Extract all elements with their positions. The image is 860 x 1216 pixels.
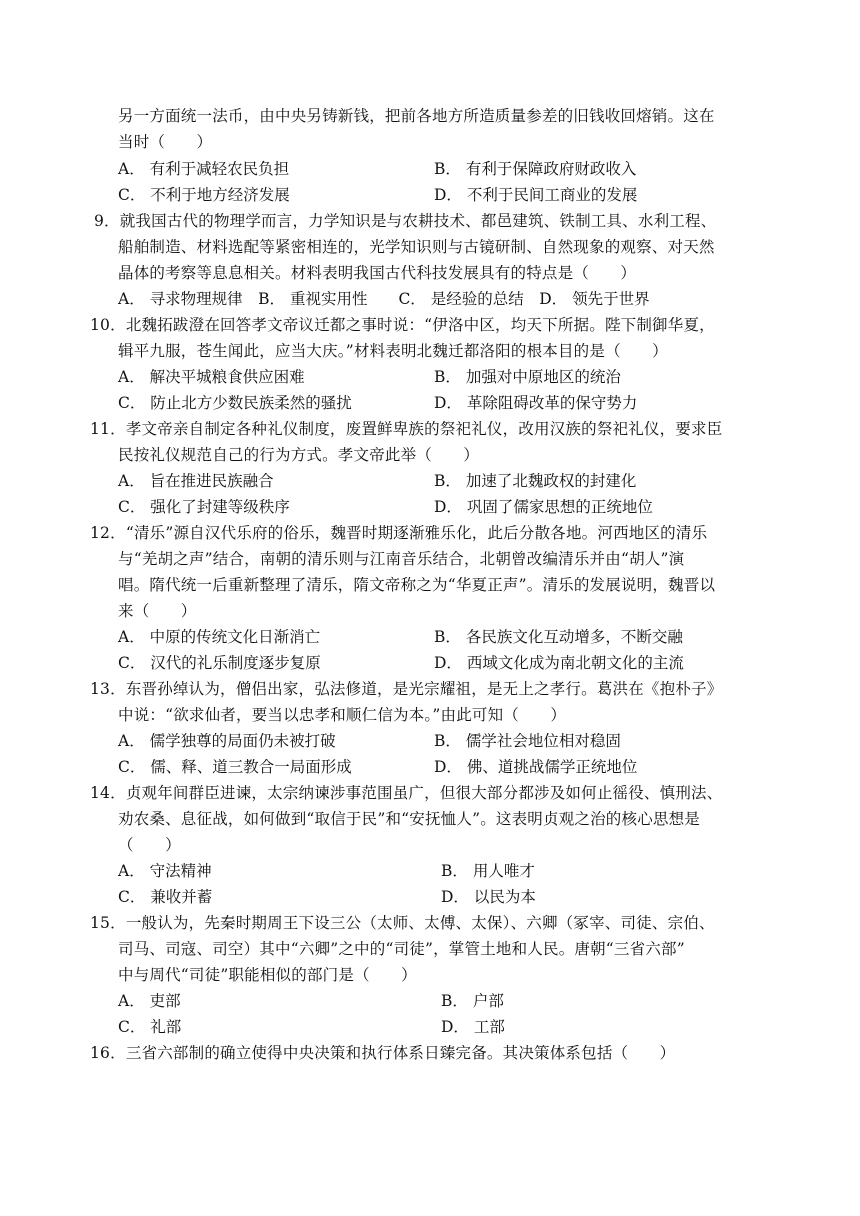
question-13-line-2: 中说：“欲求仙者，要当以忠孝和顺仁信为本。”由此可知（ ） bbox=[118, 706, 567, 724]
question-14-line-2: 劝农桑、息征战，如何做到“取信于民”和“安抚恤人”。这表明贞观之治的核心思想是 bbox=[118, 810, 700, 828]
question-8-line-1: 另一方面统一法币，由中央另铸新钱，把前各地方所造质量参差的旧钱收回熔销。这在 bbox=[118, 107, 715, 125]
question-12-line-3: 唱。隋代统一后重新整理了清乐，隋文帝称之为“华夏正声”。清乐的发展说明，魏晋以 bbox=[118, 576, 716, 594]
question-11-line-1: 11．孝文帝亲自制定各种礼仪制度，废置鲜卑族的祭祀礼仪，改用汉族的祭祀礼仪，要求臣 bbox=[90, 420, 723, 438]
question-10-option-c: C． 防止北方少数民族柔然的骚扰 bbox=[118, 394, 352, 412]
question-8-line-2: 当时（ ） bbox=[118, 133, 213, 151]
question-12-option-a: A． 中原的传统文化日渐消亡 bbox=[118, 628, 321, 646]
question-8-option-b: B． 有利于保障政府财政收入 bbox=[434, 160, 637, 178]
question-11-option-b: B． 加速了北魏政权的封建化 bbox=[434, 472, 637, 490]
question-14-option-a: A． 守法精神 bbox=[118, 862, 212, 880]
question-10-option-a: A． 解决平城粮食供应困难 bbox=[118, 368, 305, 386]
question-8-option-d: D． 不利于民间工商业的发展 bbox=[434, 186, 638, 204]
question-12-option-d: D． 西域文化成为南北朝文化的主流 bbox=[434, 654, 684, 672]
question-14-option-c: C． 兼收并蓄 bbox=[118, 888, 213, 906]
question-14-option-d: D． 以民为本 bbox=[441, 888, 536, 906]
question-10-option-d: D． 革除阻碍改革的保守势力 bbox=[434, 394, 638, 412]
question-12-option-b: B． 各民族文化互动增多，不断交融 bbox=[434, 628, 683, 646]
question-9-options: A． 寻求物理规律 B． 重视实用性 C． 是经验的总结 D． 领先于世界 bbox=[118, 290, 650, 308]
question-10-line-2: 辑平九服，苍生闻此，应当大庆。”材料表明北魏迁都洛阳的根本目的是（ ） bbox=[118, 342, 668, 360]
question-13-option-c: C． 儒、释、道三教合一局面形成 bbox=[118, 758, 352, 776]
question-12-line-4: 来（ ） bbox=[118, 602, 197, 620]
question-16-line-1: 16．三省六部制的确立使得中央决策和执行体系日臻完备。其决策体系包括（ ） bbox=[90, 1044, 676, 1062]
question-9-line-3: 晶体的考察等息息相关。材料表明我国古代科技发展具有的特点是（ ） bbox=[118, 264, 637, 282]
question-15-option-c: C． 礼部 bbox=[118, 1018, 182, 1036]
question-14-option-b: B． 用人唯才 bbox=[441, 862, 535, 880]
question-15-option-a: A． 吏部 bbox=[118, 992, 181, 1010]
question-9-line-2: 船舶制造、材料选配等紧密相连的，光学知识则与古镜研制、自然现象的观察、对天然 bbox=[118, 238, 715, 256]
question-12-line-2: 与“羌胡之声”结合，南朝的清乐则与江南音乐结合，北朝曾改编清乐并由“胡人”演 bbox=[118, 550, 685, 568]
question-11-option-a: A． 旨在推进民族融合 bbox=[118, 472, 274, 490]
question-13-option-b: B． 儒学社会地位相对稳固 bbox=[434, 732, 621, 750]
question-8-option-a: A． 有利于减轻农民负担 bbox=[118, 160, 290, 178]
question-11-option-d: D． 巩固了儒家思想的正统地位 bbox=[434, 498, 653, 516]
question-15-option-d: D． 工部 bbox=[441, 1018, 505, 1036]
question-10-line-1: 10．北魏拓跋澄在回答孝文帝议迁都之事时说：“伊洛中区，均天下所据。陛下制御华夏， bbox=[90, 316, 715, 334]
question-13-option-a: A． 儒学独尊的局面仍未被打破 bbox=[118, 732, 336, 750]
question-14-line-1: 14．贞观年间群臣进谏，太宗纳谏涉事范围虽广，但很大部分都涉及如何止徭役、慎刑法、 bbox=[90, 784, 723, 802]
question-13-line-1: 13．东晋孙绰认为，僧侣出家，弘法修道，是光宗耀祖，是无上之孝行。葛洪在《抱朴子》 bbox=[90, 680, 723, 698]
question-15-line-3: 中与周代“司徒”职能相似的部门是（ ） bbox=[118, 966, 417, 984]
question-12-line-1: 12．“清乐”源自汉代乐府的俗乐，魏晋时期逐渐雅乐化，此后分散各地。河西地区的清乐 bbox=[90, 524, 708, 542]
question-9-line-1: 9．就我国古代的物理学而言，力学知识是与农耕技术、都邑建筑、铁制工具、水利工程、 bbox=[94, 212, 717, 230]
question-8-option-c: C． 不利于地方经济发展 bbox=[118, 186, 290, 204]
question-12-option-c: C． 汉代的礼乐制度逐步复原 bbox=[118, 654, 321, 672]
question-15-line-2: 司马、司寇、司空）其中“六卿”之中的“司徒”，掌管土地和人民。唐朝“三省六部” bbox=[118, 940, 685, 958]
question-15-option-b: B． 户部 bbox=[441, 992, 504, 1010]
question-11-line-2: 民按礼仪规范自己的行为方式。孝文帝此举（ ） bbox=[118, 446, 480, 464]
question-10-option-b: B． 加强对中原地区的统治 bbox=[434, 368, 621, 386]
question-11-option-c: C． 强化了封建等级秩序 bbox=[118, 498, 290, 516]
question-15-line-1: 15．一般认为，先秦时期周王下设三公（太师、太傅、太保）、六卿（冢宰、司徒、宗伯、 bbox=[90, 914, 715, 932]
question-14-line-3: （ ） bbox=[118, 836, 181, 854]
question-13-option-d: D． 佛、道挑战儒学正统地位 bbox=[434, 758, 638, 776]
